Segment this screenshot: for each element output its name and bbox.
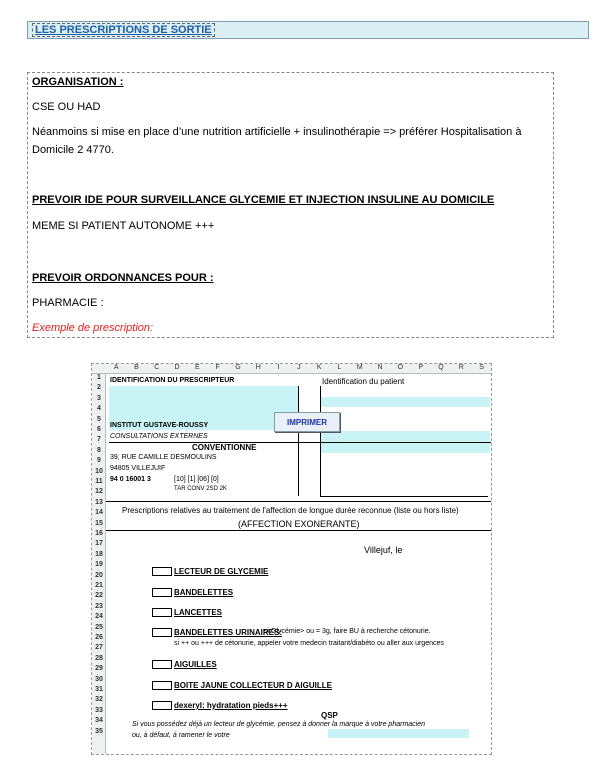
patient-fill-1	[320, 397, 490, 407]
checkbox-aiguilles[interactable]	[152, 660, 172, 669]
column-header-d[interactable]: D	[174, 364, 180, 371]
row-header-6[interactable]: 6	[97, 426, 101, 433]
affection-exonerante: (AFFECTION EXONERANTE)	[238, 519, 360, 529]
ordonnances-heading: PREVOIR ORDONNANCES POUR :	[32, 272, 214, 284]
page-title: LES PRESCRIPTIONS DE SORTIE	[32, 23, 215, 37]
footer-line-1: Si vous possédez déjà un lecteur de glycémie, pensez à donner la marque à votre pharmacien	[132, 721, 426, 728]
column-header-p[interactable]: P	[418, 364, 423, 371]
item-bandelettes-urinaires: BANDELETTES URINAIRES:	[174, 628, 283, 637]
column-header-c[interactable]: C	[154, 364, 160, 371]
note-line-1: Néanmoins si mise en place d’une nutrition artificielle + insulinothérapie => préférer Hospitalisation à	[32, 126, 522, 138]
row-header-11[interactable]: 11	[95, 478, 103, 485]
row-header-9[interactable]: 9	[97, 457, 101, 465]
prescripteur-right-border	[298, 386, 299, 496]
checkbox-bandelettes-urinaires[interactable]	[152, 628, 172, 637]
identification-patient: Identification du patient	[322, 377, 405, 386]
row-header-28[interactable]: 28	[95, 654, 103, 662]
row-header-27[interactable]: 27	[95, 644, 103, 652]
checkbox-lancettes[interactable]	[152, 608, 172, 617]
patient-left-border	[320, 386, 321, 496]
row-header-18[interactable]: 18	[95, 550, 103, 558]
column-header-h[interactable]: H	[255, 364, 261, 371]
column-header-i[interactable]: I	[277, 364, 280, 371]
row-header-35[interactable]: 35	[95, 727, 103, 735]
column-header-b[interactable]: B	[134, 364, 139, 371]
row-header-31[interactable]: 31	[95, 686, 103, 693]
section-title-bar	[27, 21, 589, 39]
row-header-25[interactable]: 25	[95, 623, 103, 631]
organisation-heading: ORGANISATION :	[32, 76, 124, 88]
text-section	[27, 72, 554, 338]
item-dexeryl: dexeryl: hydratation pieds+++	[174, 701, 288, 710]
ville: 94805 VILLEJUIF	[110, 465, 166, 472]
row-header-19[interactable]: 19	[95, 561, 103, 569]
row-header-3[interactable]: 3	[97, 394, 101, 402]
consultations: CONSULTATIONS EXTERNES	[110, 433, 208, 440]
item-boite: BOITE JAUNE COLLECTEUR D AIGUILLE	[174, 681, 332, 690]
item-bandelettes: BANDELETTES	[174, 588, 234, 597]
institut: INSTITUT GUSTAVE-ROUSSY	[110, 422, 209, 429]
row-header-5[interactable]: 5	[97, 415, 101, 423]
row-header-12[interactable]: 12	[95, 488, 103, 496]
row-header-4[interactable]: 4	[97, 405, 101, 413]
row-header-8[interactable]: 8	[97, 446, 101, 454]
column-header-n[interactable]: N	[377, 364, 383, 371]
lieu-date: Villejuf, le	[364, 545, 403, 555]
column-header-f[interactable]: F	[215, 364, 220, 371]
row-header-23[interactable]: 23	[95, 602, 103, 610]
separator-15	[106, 530, 491, 531]
identification-prescripteur: IDENTIFICATION DU PRESCRIPTEUR	[110, 377, 235, 384]
column-header-s[interactable]: S	[479, 364, 484, 371]
column-header-r[interactable]: R	[458, 364, 464, 371]
row-header-column	[92, 374, 106, 754]
column-header-k[interactable]: K	[316, 364, 322, 371]
separator-13	[106, 501, 491, 502]
row-header-1[interactable]: 1	[97, 374, 101, 381]
item-aiguilles: AIGUILLES	[174, 660, 217, 669]
row-header-16[interactable]: 16	[95, 530, 103, 537]
column-header-a[interactable]: A	[113, 364, 119, 371]
imprimer-button[interactable]: IMPRIMER	[274, 412, 340, 432]
row-header-29[interactable]: 29	[95, 665, 103, 673]
exemple-label: Exemple de prescription:	[32, 322, 154, 334]
note-line-2: Domicile 2 4770.	[32, 144, 114, 156]
row-header-7[interactable]: 7	[97, 436, 101, 444]
item-lancettes: LANCETTES	[174, 608, 222, 617]
prescriptions-title: Prescriptions relatives au traitement de l'affection de longue durée reconnue (liste ou hors liste)	[122, 506, 459, 515]
column-header-e[interactable]: E	[195, 364, 200, 371]
row-header-24[interactable]: 24	[95, 613, 103, 621]
tarifs: TAR CONV 2SD 2K	[174, 486, 227, 492]
column-header-m[interactable]: M	[356, 364, 363, 371]
ide-heading: PREVOIR IDE POUR SURVEILLANCE GLYCEMIE ET INJECTION INSULINE AU DOMICILE	[32, 194, 495, 206]
column-header-o[interactable]: O	[397, 364, 404, 371]
row-header-22[interactable]: 22	[95, 592, 103, 600]
row-header-15[interactable]: 15	[95, 519, 103, 527]
organisation-value: CSE OU HAD	[32, 101, 101, 113]
row-header-17[interactable]: 17	[95, 540, 103, 548]
column-header-row	[92, 364, 491, 374]
column-header-q[interactable]: Q	[438, 364, 444, 371]
separator-7	[109, 442, 491, 443]
qsp-label: QSP	[321, 711, 338, 720]
checkbox-bandelettes[interactable]	[152, 588, 172, 597]
bandelettes-urinaires-note: si Glycémie> ou = 3g, faire BU à recherche cétonurie.	[264, 628, 431, 635]
row-header-30[interactable]: 30	[95, 675, 103, 683]
row-header-32[interactable]: 32	[95, 696, 103, 704]
row-header-13[interactable]: 13	[95, 498, 103, 506]
checkbox-lecteur[interactable]	[152, 567, 172, 576]
checkbox-boite[interactable]	[152, 681, 172, 690]
code-etablissement: 94 0 16001 3	[110, 476, 151, 483]
checkbox-dexeryl[interactable]	[152, 701, 172, 710]
conventionne: CONVENTIONNE	[192, 443, 257, 452]
row-header-21[interactable]: 21	[95, 582, 103, 589]
column-header-g[interactable]: G	[235, 364, 241, 371]
column-header-l[interactable]: L	[337, 364, 342, 371]
ide-value: MEME SI PATIENT AUTONOME +++	[32, 220, 215, 232]
cetonurie-note: si ++ ou +++ de cétonurie, appeler votre medecin traitant/diabéto ou aller aux urgences	[174, 640, 444, 647]
footer-fill	[328, 729, 469, 738]
row-header-14[interactable]: 14	[95, 509, 103, 517]
column-header-j[interactable]: J	[297, 364, 301, 371]
row-header-2[interactable]: 2	[97, 384, 101, 392]
row-header-26[interactable]: 26	[95, 634, 103, 641]
footer-line-2: ou, à défaut, à ramener le votre	[132, 732, 230, 739]
prescription-spreadsheet[interactable]	[91, 363, 492, 755]
patient-bottom-border	[320, 496, 488, 497]
row-header-10[interactable]: 10	[95, 467, 103, 475]
row-header-33[interactable]: 33	[95, 706, 103, 714]
pharmacie-label: PHARMACIE :	[32, 297, 104, 309]
item-lecteur: LECTEUR DE GLYCEMIE	[174, 567, 269, 576]
codes-small: [10] [1] [06] [0]	[174, 476, 219, 483]
row-header-34[interactable]: 34	[95, 717, 103, 725]
row-header-20[interactable]: 20	[95, 571, 103, 579]
adresse: 39, RUE CAMILLE DESMOULINS	[110, 454, 217, 461]
